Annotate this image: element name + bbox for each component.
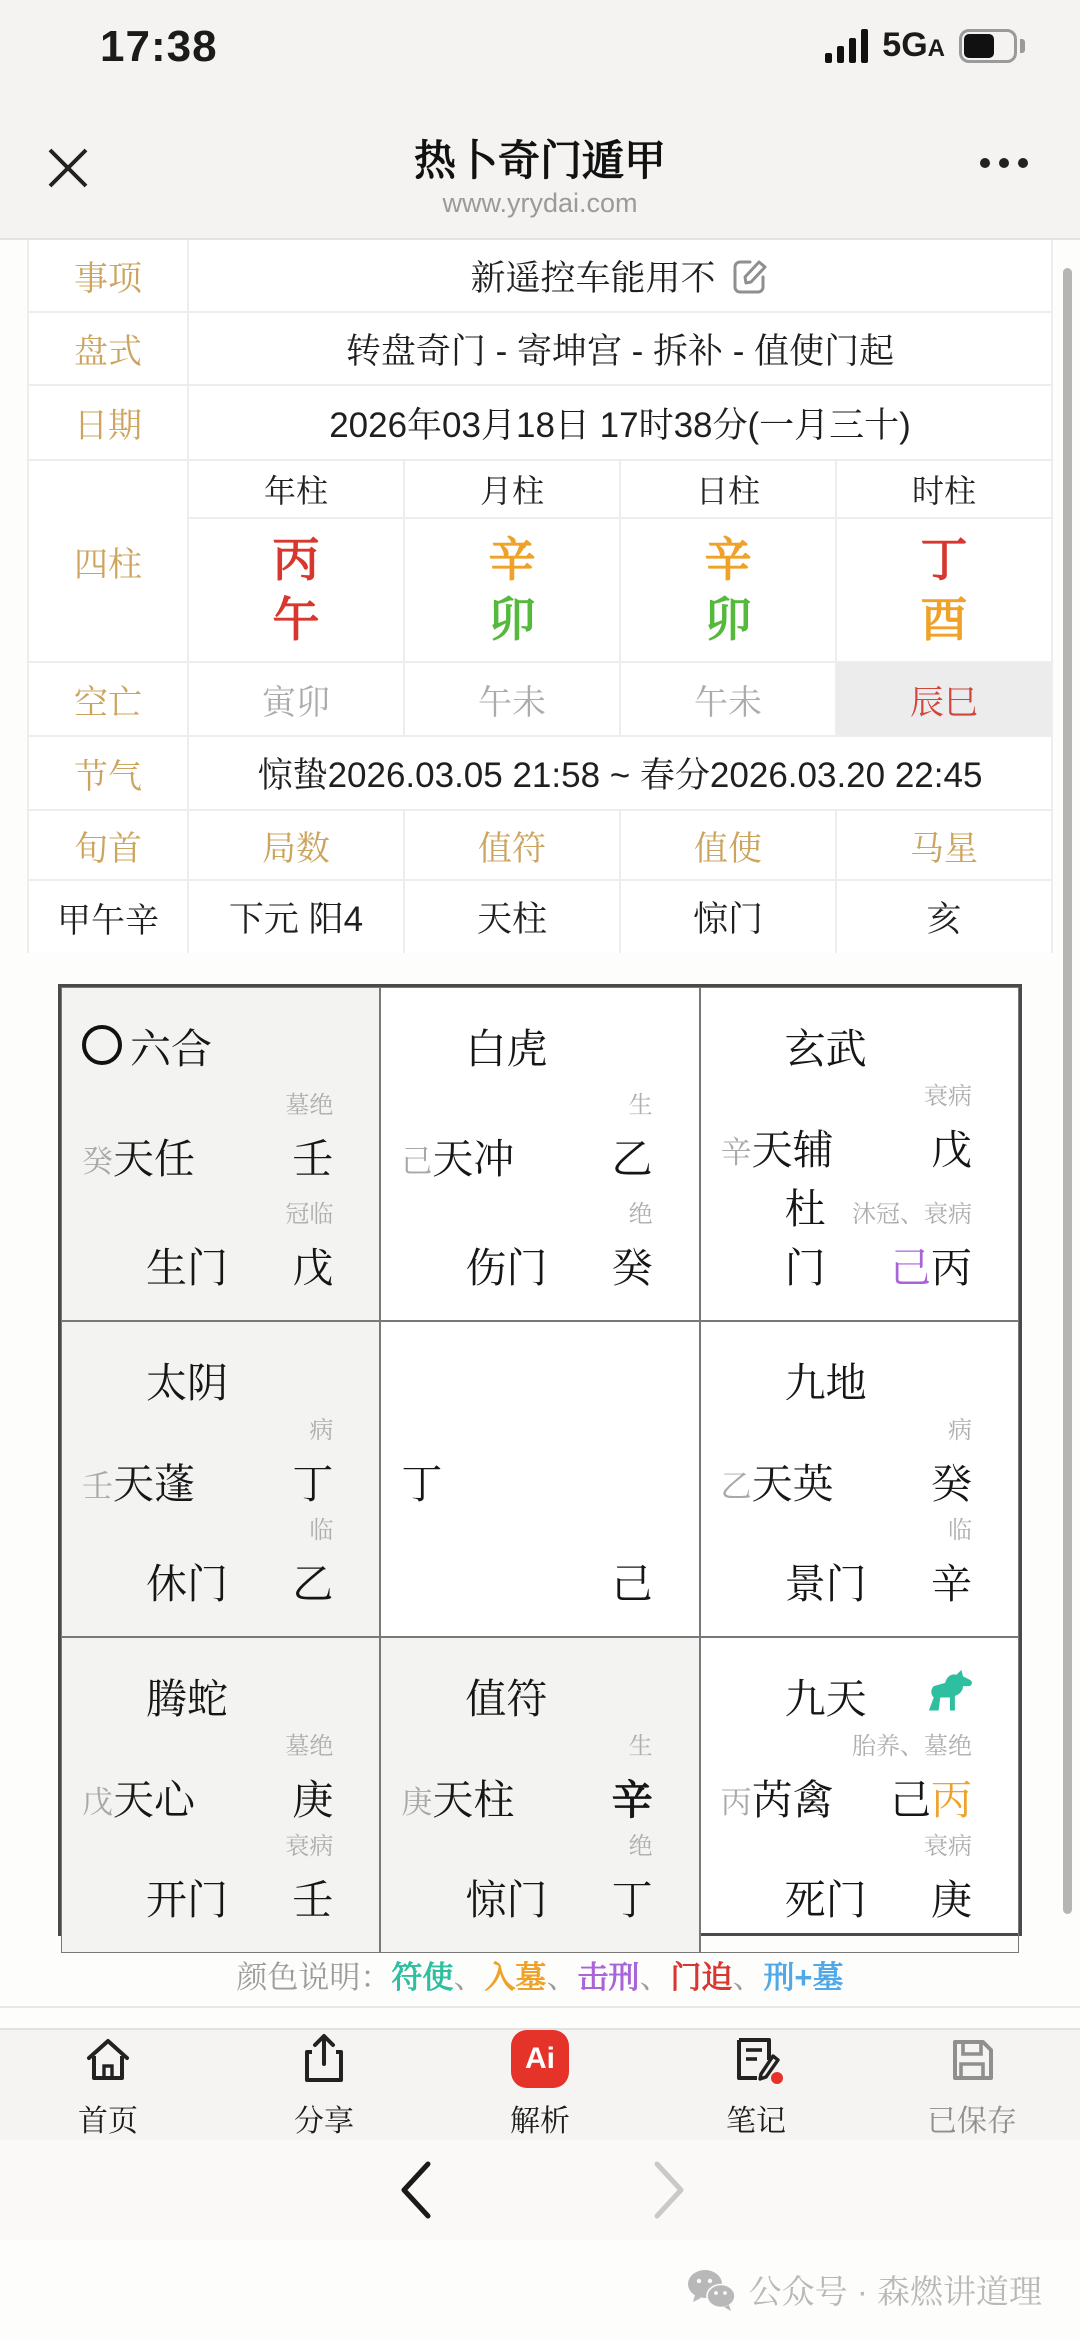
nav-analysis-label: 解析	[510, 2105, 570, 2138]
legend-rumu: 入墓	[484, 1960, 547, 1995]
door-name: 惊门	[465, 1877, 548, 1923]
nav-notes-label: 笔记	[726, 2105, 786, 2138]
zhishi-value: 惊门	[621, 881, 837, 953]
earth-stem: 乙	[292, 1561, 334, 1607]
lead-stem: 辛	[720, 1135, 752, 1170]
stage-annotation: 沐冠、衰病	[852, 1201, 972, 1228]
content-divider	[0, 2006, 1080, 2008]
stage-annotation: 临	[948, 1517, 972, 1544]
battery-icon	[959, 29, 1025, 63]
nav-home-label: 首页	[78, 2105, 138, 2138]
jieqi-value: 惊蛰2026.03.05 21:58 ~ 春分2026.03.20 22:45	[257, 756, 983, 795]
nav-notes[interactable]	[676, 2030, 836, 2140]
heaven-stem: 辛	[611, 1777, 653, 1823]
stage-annotation: 衰病	[924, 1083, 972, 1110]
jushu-label: 局数	[189, 811, 405, 879]
stage-annotation: 冠临	[285, 1201, 334, 1228]
date-label: 日期	[29, 386, 189, 459]
info-table	[27, 240, 1053, 953]
date-value[interactable]: 2026年03月18日 17时38分(一月三十)	[329, 405, 911, 445]
earth-stem: 己	[611, 1561, 653, 1607]
kongwang-hour: 辰巳	[837, 663, 1051, 735]
center-stem: 丁	[401, 1461, 443, 1507]
color-legend: 颜色说明：符使、入墓、击刑、门迫、刑+墓	[236, 1960, 844, 1995]
saved-icon	[943, 2030, 1001, 2088]
clock: 17:38	[100, 22, 218, 71]
circle-marker-icon	[82, 1025, 122, 1065]
row-subheaders	[29, 811, 1051, 881]
earth-stem: 戊	[292, 1245, 334, 1291]
god-name: 白虎	[465, 1025, 548, 1072]
palace-cell[interactable]	[61, 987, 380, 1321]
lead-stem: 乙	[720, 1469, 752, 1504]
nav-share-label: 分享	[294, 2105, 354, 2138]
lead-stem: 庚	[401, 1785, 433, 1820]
nav-home[interactable]	[28, 2030, 188, 2140]
network-type: 5GA	[882, 26, 945, 64]
stage-annotation: 墓绝	[285, 1733, 334, 1760]
status-bar	[0, 0, 1080, 90]
legend-xingmu: 刑+墓	[763, 1960, 844, 1995]
pillar-day: 辛 卯	[621, 519, 837, 661]
pillar-header-month: 月柱	[405, 461, 621, 517]
palace-cell[interactable]	[380, 987, 699, 1321]
stage-annotation: 病	[309, 1417, 334, 1444]
stage-annotation: 生	[628, 1733, 653, 1760]
god-name: 九地	[784, 1359, 867, 1406]
edit-icon[interactable]	[728, 255, 770, 297]
star-name: 天心	[113, 1777, 195, 1823]
palace-cell[interactable]	[700, 1321, 1019, 1637]
signal-icon	[825, 29, 868, 63]
heaven-stem: 己 丙	[890, 1777, 972, 1823]
top-bar	[0, 0, 1080, 240]
pan-value[interactable]: 转盘奇门 - 寄坤宫 - 拆补 - 值使门起	[345, 331, 895, 371]
palace-cell[interactable]	[700, 1637, 1019, 1953]
lead-stem: 壬	[82, 1469, 113, 1504]
pillar-header-hour: 时柱	[911, 473, 976, 509]
palace-cell[interactable]	[700, 987, 1019, 1321]
door-name: 生门	[146, 1245, 228, 1291]
nav-share[interactable]	[244, 2030, 404, 2140]
pillar-month: 辛 卯	[405, 519, 621, 661]
door-name: 开门	[146, 1877, 228, 1923]
bottom-nav	[0, 2028, 1080, 2140]
xunshou-label: 旬首	[29, 811, 189, 879]
share-icon	[295, 2030, 353, 2088]
scrollbar[interactable]	[1063, 268, 1072, 1914]
heaven-stem: 庚	[292, 1777, 334, 1823]
zhishi-label: 值使	[621, 811, 837, 879]
stage-annotation: 墓绝	[285, 1092, 334, 1119]
row-date	[29, 386, 1051, 461]
row-pillars	[29, 461, 1051, 663]
heaven-stem: 壬	[292, 1136, 334, 1182]
row-subvalues	[29, 881, 1051, 953]
star-name: 天柱	[432, 1777, 515, 1823]
earth-stem: 丁	[611, 1877, 653, 1923]
ai-icon: Ai	[511, 2030, 569, 2088]
nav-saved[interactable]	[892, 2030, 1052, 2140]
watermark-text: 公众号 · 森燃讲道理	[748, 2273, 1042, 2310]
row-pan	[29, 313, 1051, 386]
row-matter	[29, 240, 1051, 313]
prev-page-icon[interactable]	[396, 2158, 436, 2222]
god-name: 九天	[784, 1675, 867, 1722]
kongwang-label: 空亡	[29, 663, 189, 735]
legend-fushi: 符使	[391, 1960, 454, 1995]
door-name: 死门	[784, 1877, 867, 1923]
nav-saved-label: 已保存	[927, 2105, 1017, 2138]
god-name: 太阴	[146, 1359, 228, 1406]
earth-stem: 辛	[931, 1561, 972, 1607]
heaven-stem: 癸	[931, 1461, 972, 1507]
row-jieqi	[29, 737, 1051, 811]
heaven-stem: 丁	[292, 1461, 334, 1507]
qimen-grid	[58, 984, 1022, 1936]
heaven-stem: 戊	[931, 1127, 972, 1173]
watermark	[685, 2266, 1042, 2313]
horse-star-icon	[924, 1668, 976, 1714]
zhifu-label: 值符	[405, 811, 621, 879]
earth-stem: 壬	[292, 1877, 334, 1923]
lead-stem: 戊	[82, 1785, 113, 1820]
kongwang-year: 寅卯	[189, 663, 405, 735]
pan-label: 盘式	[29, 313, 189, 384]
palace-cell[interactable]	[61, 1637, 380, 1953]
stage-annotation: 衰病	[285, 1833, 334, 1860]
door-name: 景门	[784, 1561, 867, 1607]
star-name: 天冲	[432, 1136, 515, 1182]
lead-stem: 己	[401, 1144, 433, 1179]
palace-cell[interactable]	[61, 1321, 380, 1637]
door-name: 伤门	[465, 1245, 548, 1291]
jushu-value: 下元 阳4	[189, 881, 405, 953]
palace-cell[interactable]	[380, 1637, 699, 1953]
stage-annotation: 绝	[628, 1201, 653, 1228]
kongwang-month: 午未	[405, 663, 621, 735]
legend-menpo: 门迫	[670, 1960, 733, 1995]
page-url: www.yrydai.com	[442, 188, 638, 218]
pager	[0, 2140, 1080, 2240]
god-name: 值符	[465, 1675, 548, 1722]
door-name: 杜门	[784, 1186, 826, 1291]
matter-label: 事项	[29, 240, 189, 311]
wechat-icon	[685, 2268, 737, 2312]
star-name: 芮禽	[751, 1777, 834, 1823]
lead-stem: 丙	[720, 1785, 752, 1820]
stage-annotation: 绝	[628, 1833, 653, 1860]
home-icon	[79, 2030, 137, 2088]
maxing-label: 马星	[910, 829, 978, 868]
lead-stem: 癸	[82, 1144, 113, 1179]
page-title: 热卜奇门遁甲	[413, 137, 666, 184]
earth-stem: 癸	[611, 1245, 653, 1291]
kongwang-day: 午未	[621, 663, 837, 735]
pillars-label: 四柱	[29, 461, 189, 661]
xunshou-value: 甲午辛	[29, 881, 189, 953]
star-name: 天辅	[751, 1127, 834, 1173]
zhifu-value: 天柱	[405, 881, 621, 953]
heaven-stem: 乙	[611, 1136, 653, 1182]
matter-value: 新遥控车能用不	[470, 258, 716, 298]
next-page-icon[interactable]	[649, 2158, 689, 2222]
earth-stem: 庚	[931, 1877, 972, 1923]
legend-jixing: 击刑	[577, 1960, 640, 1995]
maxing-value: 亥	[926, 900, 962, 939]
stage-annotation: 临	[309, 1517, 334, 1544]
star-name: 天蓬	[113, 1461, 195, 1507]
pillar-year: 丙 午	[189, 519, 405, 661]
star-name: 天英	[751, 1461, 834, 1507]
door-name: 休门	[146, 1561, 228, 1607]
jieqi-label: 节气	[29, 737, 189, 809]
stage-annotation: 胎养、墓绝	[852, 1733, 972, 1760]
notes-icon	[727, 2030, 785, 2088]
palace-cell-center[interactable]	[380, 1321, 699, 1637]
god-name: 六合	[130, 1025, 212, 1072]
pillar-header-year: 年柱	[189, 461, 405, 517]
legend-prefix: 颜色说明：	[236, 1960, 392, 1995]
more-menu-icon[interactable]	[980, 158, 1028, 168]
earth-stem: 己 丙	[890, 1245, 972, 1291]
stage-annotation: 生	[628, 1092, 653, 1119]
god-name: 腾蛇	[146, 1675, 228, 1722]
stage-annotation: 病	[948, 1417, 972, 1444]
row-kongwang	[29, 663, 1051, 737]
pillar-header-day: 日柱	[621, 461, 837, 517]
star-name: 天任	[113, 1136, 195, 1182]
nav-ai-analysis[interactable]	[460, 2030, 620, 2140]
stage-annotation: 衰病	[924, 1833, 972, 1860]
pillar-hour: 丁 酉	[920, 532, 968, 646]
god-name: 玄武	[784, 1025, 867, 1072]
